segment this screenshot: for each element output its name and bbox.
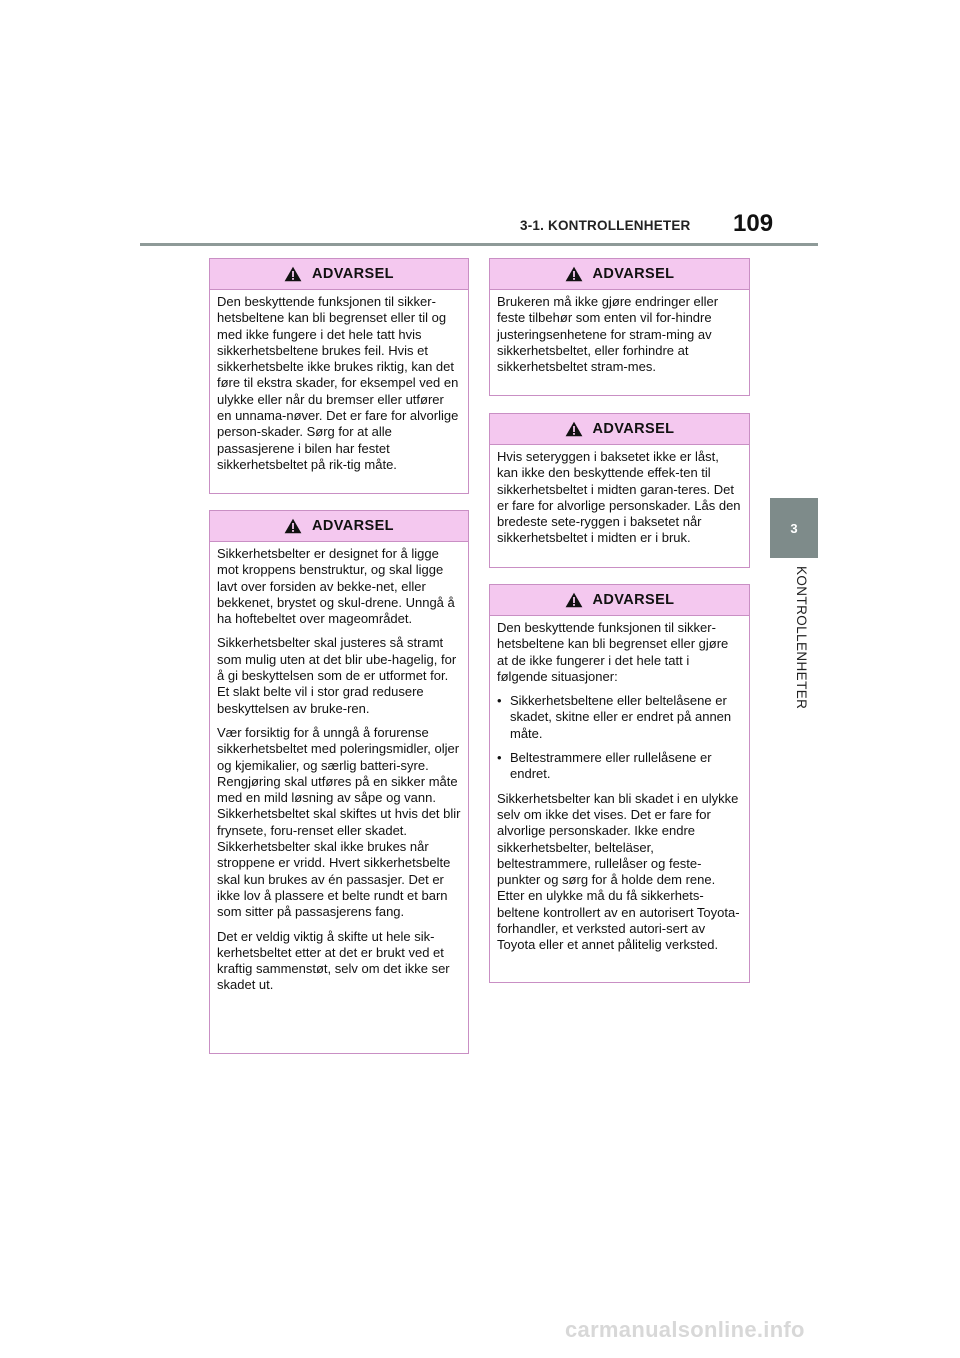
warning-triangle-icon [565,266,583,282]
warning-bullet-list [497,693,742,782]
chapter-number: 3 [790,520,798,536]
warning-paragraph: Sikkerhetsbelter er designet for å ligge mot kroppens benstruktur, og skal ligge lavt over forsiden av bekke-net, eller bekkenet, brystet og skul-drene. Unngå å ha hoftebeltet over mageområdet. [217,546,455,627]
warning-header [490,259,749,290]
warning-title: ADVARSEL [592,266,675,282]
warning-intro: Den beskyttende funksjonen til sikker-hetsbeltene kan bli begrenset eller gjøre at de ikke fungerer i det hele tatt i følgende situasjoner: [497,620,729,684]
warning-paragraph: Vær forsiktig for å unngå å forurense sikkerhetsbeltet med poleringsmidler, oljer og kjemikalier, og særlig batteri-syre. Rengjøring skal utføres på en sikker måte med en mild løsning av såpe og vann. Sikkerhetsbeltet skal skiftes ut hvis det blir frynsete, foru-renset eller skadet. Sikkerhetsbelter skal ikke brukes når stroppene er vridd. Hvert sikkerhetsbelte skal kun brukes av én passasjer. Det er ikke lov å plassere et belte rundt et barn som sitter på passasjerens fang. [217,724,461,920]
list-item: • Sikkerhetsbeltene eller beltelåsene er skadet, skitne eller er endret på annen måte. [497,693,742,742]
warning-triangle-icon [284,518,302,534]
header-divider [140,243,818,246]
warning-paragraph: Den beskyttende funksjonen til sikker-hetsbeltene kan bli begrenset eller til og med ikke fungere i det hele tatt hvis sikkerhetsbeltene brukes feil. Hvis et sikkerhetsbelte ikke brukes riktig, kan det føre til ekstra skader, for eksempel ved en ulykke eller når du bremser eller utfører en unnama-nøver. Det er fare for alvorlige person-skader. Sørg for at alle passasjerene i bilen har festet sikkerhetsbeltet på rik-tig måte. [217,294,459,472]
warning-text [210,542,468,1000]
warning-title: ADVARSEL [312,518,394,534]
warning-triangle-icon [284,266,302,282]
warning-paragraph: Hvis seteryggen i baksetet ikke er låst, kan ikke den beskyttende effek-ten til sikkerhetsbeltet i midten garan-teres. Det er fare for alvorlige personskader. Lås den bredeste sete-ryggen i baksetet når sikkerhetsbeltet i midten er i bruk. [497,449,741,546]
warning-title: ADVARSEL [312,266,394,282]
warning-header [210,511,468,542]
warning-header [210,259,468,290]
warning-header [490,585,749,616]
chapter-label: KONTROLLENHETER [794,566,809,710]
warning-paragraph: Brukeren må ikke gjøre endringer eller feste tilbehør som enten vil for-hindre justeringsenhetene for stram-ming av sikkerhetsbeltet, eller forhindre at sikkerhetsbeltet stram-mes. [497,294,719,375]
warning-text [490,616,749,960]
warning-paragraph: Det er veldig viktig å skifte ut hele sik-kerhetsbeltet etter at det er brukt ved et kraftig sammenstøt, selv om det ikke ser skadet ut. [217,928,450,993]
warning-text [490,445,749,553]
chapter-tab[interactable] [770,498,818,558]
warning-triangle-icon [565,592,583,608]
warning-box-rear-seatback [489,413,750,568]
warning-paragraph: Sikkerhetsbelter skal justeres så stramt som mulig uten at det blir ube-hagelig, for å gi beskyttelsen som de er utformet for. Et slakt belte vil i stor grad redusere beskyttelsen av bruke-ren. [217,635,457,716]
watermark: carmanualsonline.info [565,1317,805,1342]
warning-header [490,414,749,445]
warning-box-damaged-belts [489,584,750,983]
warning-box-no-modifications [489,258,750,396]
page-number: 109 [733,210,774,237]
warning-triangle-icon [565,421,583,437]
warning-title: ADVARSEL [592,592,675,608]
section-title: 3-1. KONTROLLENHETER [520,218,691,233]
warning-box-belt-misuse [209,258,469,494]
warning-title: ADVARSEL [592,421,675,437]
warning-outro: Sikkerhetsbelter kan bli skadet i en ulykke selv om ikke det vises. Det er fare for alvorlige personskader. Ikke endre sikkerhetsbelter, belteläser, beltestrammere, rullelåser og feste-punkter og sørg for å holde dem rene. Etter en ulykke må du få sikkerhets-beltene kontrollert av en autorisert Toyota-forhandler, et verksted autori-sert av Toyota eller et annet pålitelig verksted. [497,790,740,953]
warning-text [210,290,468,479]
warning-text [490,290,749,381]
warning-box-belt-positioning [209,510,469,1054]
list-item: • Beltestrammere eller rullelåsene er endret. [497,750,742,783]
